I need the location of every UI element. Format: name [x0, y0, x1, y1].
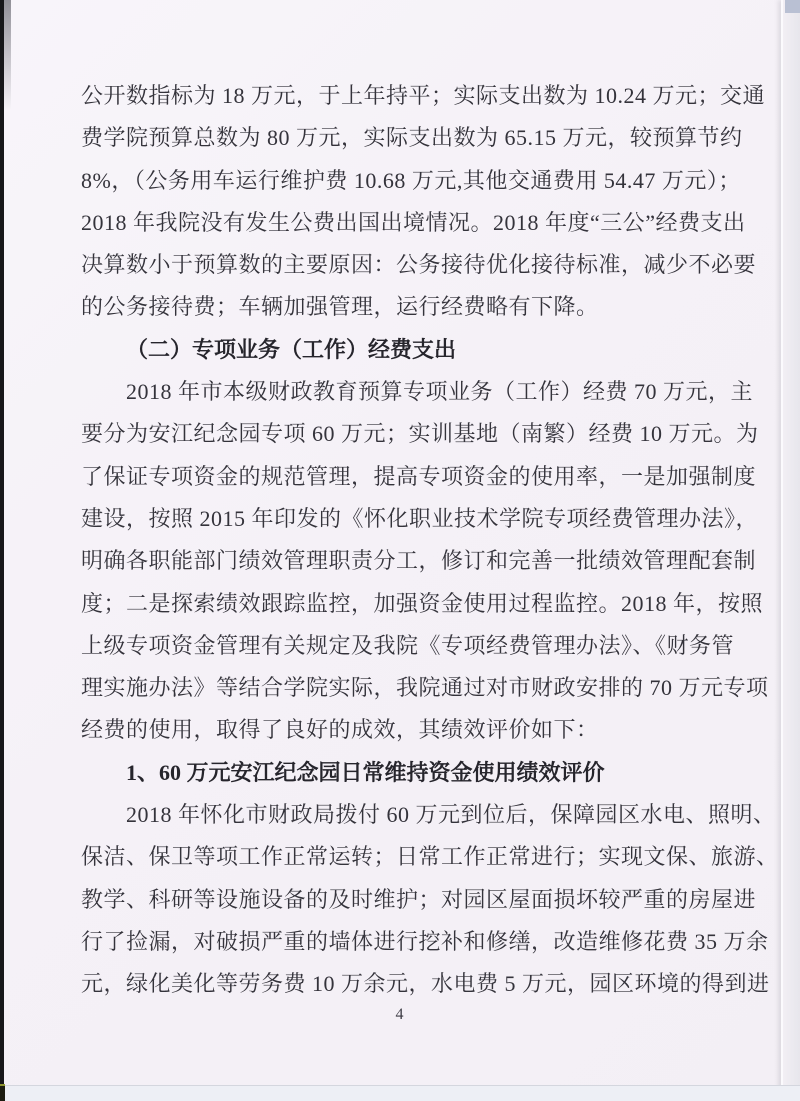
para-sangong-expense-continued-line-3: 8%，（公务用车运行维护费 10.68 万元,其他交通费用 54.47 万元）； — [81, 167, 741, 193]
para-anjiang-memorial-fund-usage-line-1: 2018 年怀化市财政局拨付 60 万元到位后，保障园区水电、照明、 — [126, 802, 776, 828]
page-number: 4 — [395, 1006, 405, 1023]
para-anjiang-memorial-fund-usage-line-2: 保洁、保卫等项工作正常运转；日常工作正常进行；实现文保、旅游、 — [81, 844, 779, 870]
para-special-fund-management-line-4: 建设，按照 2015 年印发的《怀化职业技术学院专项经费管理办法》， — [81, 505, 759, 531]
para-anjiang-memorial-fund-usage-line-3: 教学、科研等设施设备的及时维护；对园区屋面损坏较严重的房屋进 — [81, 886, 757, 912]
para-sangong-expense-continued-line-6: 的公务接待费；车辆加强管理，运行经费略有下降。 — [81, 294, 599, 320]
para-special-fund-management-line-7: 上级专项资金管理有关规定及我院《专项经费管理办法》、《财务管 — [81, 632, 735, 658]
para-special-fund-management-line-1: 2018 年市本级财政教育预算专项业务（工作）经费 70 万元，主 — [126, 379, 754, 405]
para-sangong-expense-continued-line-1: 公开数指标为 18 万元，于上年持平；实际支出数为 10.24 万元；交通 — [81, 83, 766, 108]
scan-right-page-edge — [781, 0, 800, 1101]
para-anjiang-memorial-fund-usage-line-4: 行了捡漏，对破损严重的墙体进行挖补和修缮，改造维修花费 35 万余 — [81, 928, 769, 954]
para-sangong-expense-continued-line-4: 2018 年我院没有发生公费出国出境情况。2018 年度“三公”经费支出 — [81, 209, 746, 235]
heading-special-business-expense-line-1: （二）专项业务（工作）经费支出 — [126, 336, 457, 362]
para-sangong-expense-continued-line-5: 决算数小于预算数的主要原因：公务接待优化接待标准，减少不必要 — [81, 252, 757, 278]
para-sangong-expense-continued-line-2: 费学院预算总数为 80 万元，实际支出数为 65.15 万元，较预算节约 — [81, 125, 743, 151]
scan-top-right-corner — [785, 0, 800, 13]
scan-left-corner-shadow — [4, 0, 11, 110]
para-special-fund-management-line-9: 经费的使用，取得了良好的成效，其绩效评价如下： — [81, 717, 599, 743]
para-special-fund-management-line-6: 度；二是探索绩效跟踪监控，加强资金使用过程监控。2018 年，按照 — [81, 590, 764, 616]
para-anjiang-memorial-fund-usage-line-5: 元，绿化美化等劳务费 10 万余元，水电费 5 万元，园区环境的得到进 — [81, 971, 770, 997]
para-special-fund-management-line-5: 明确各职能部门绩效管理职责分工，修订和完善一批绩效管理配套制 — [81, 548, 757, 574]
para-special-fund-management-line-3: 了保证专项资金的规范管理，提高专项资金的使用率，一是加强制度 — [81, 463, 757, 489]
scan-bottom-left-corner — [0, 1084, 5, 1101]
para-special-fund-management-line-8: 理实施办法》等结合学院实际，我院通过对市财政安排的 70 万元专项 — [81, 675, 769, 701]
heading-anjiang-memorial-fund-evaluation-line-1: 1、60 万元安江纪念园日常维持资金使用绩效评价 — [126, 759, 605, 785]
para-special-fund-management-line-2: 要分为安江纪念园专项 60 万元；实训基地（南繁）经费 10 万元。为 — [81, 421, 759, 447]
scan-bottom-page-edge — [0, 1085, 800, 1101]
scan-left-edge — [0, 0, 4, 1101]
document-body — [81, 75, 779, 1006]
